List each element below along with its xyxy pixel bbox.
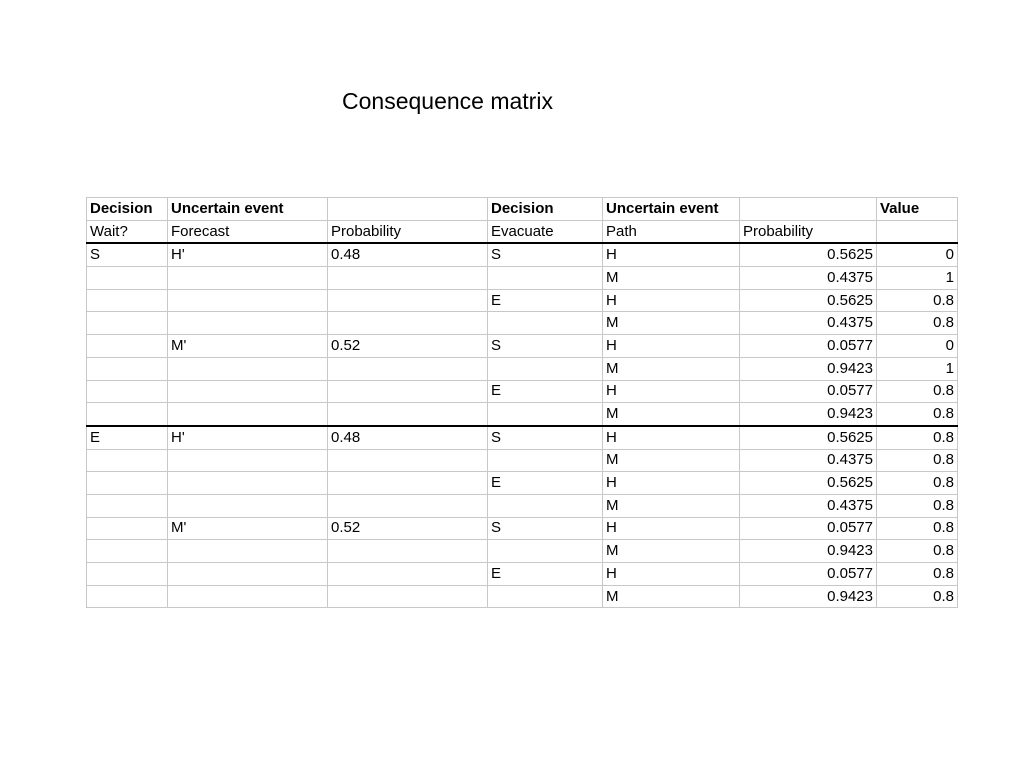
wait-cell bbox=[87, 357, 168, 380]
forecast-probability-cell: 0.52 bbox=[328, 517, 488, 540]
wait-cell bbox=[87, 403, 168, 426]
forecast-probability-cell bbox=[328, 403, 488, 426]
path-probability-cell: 0.5625 bbox=[740, 426, 877, 449]
path-cell: M bbox=[603, 494, 740, 517]
value-cell: 0.8 bbox=[877, 585, 958, 608]
subheader-cell bbox=[877, 220, 958, 243]
path-probability-cell: 0.0577 bbox=[740, 517, 877, 540]
path-probability-cell: 0.4375 bbox=[740, 494, 877, 517]
evacuate-cell bbox=[488, 267, 603, 290]
value-cell: 0.8 bbox=[877, 289, 958, 312]
forecast-probability-cell bbox=[328, 585, 488, 608]
header-cell: Value bbox=[877, 198, 958, 221]
path-cell: H bbox=[603, 563, 740, 586]
evacuate-cell bbox=[488, 312, 603, 335]
page-title: Consequence matrix bbox=[342, 88, 553, 114]
evacuate-cell: E bbox=[488, 380, 603, 403]
forecast-cell bbox=[168, 289, 328, 312]
wait-cell bbox=[87, 335, 168, 358]
header-cell: Uncertain event bbox=[603, 198, 740, 221]
path-cell: M bbox=[603, 449, 740, 472]
table-row bbox=[87, 585, 958, 608]
forecast-probability-cell bbox=[328, 494, 488, 517]
header-cell bbox=[740, 198, 877, 221]
forecast-probability-cell bbox=[328, 472, 488, 495]
path-cell: M bbox=[603, 585, 740, 608]
path-cell: H bbox=[603, 289, 740, 312]
forecast-probability-cell bbox=[328, 449, 488, 472]
subheader-cell: Path bbox=[603, 220, 740, 243]
path-probability-cell: 0.9423 bbox=[740, 585, 877, 608]
value-cell: 0.8 bbox=[877, 403, 958, 426]
header-cell: Uncertain event bbox=[168, 198, 328, 221]
path-probability-cell: 0.5625 bbox=[740, 243, 877, 266]
forecast-cell bbox=[168, 267, 328, 290]
path-cell: H bbox=[603, 517, 740, 540]
evacuate-cell: E bbox=[488, 289, 603, 312]
wait-cell bbox=[87, 312, 168, 335]
evacuate-cell: S bbox=[488, 517, 603, 540]
table-row bbox=[87, 357, 958, 380]
wait-cell: S bbox=[87, 243, 168, 266]
table-row bbox=[87, 267, 958, 290]
path-probability-cell: 0.0577 bbox=[740, 380, 877, 403]
evacuate-cell bbox=[488, 403, 603, 426]
value-cell: 0.8 bbox=[877, 540, 958, 563]
forecast-cell bbox=[168, 472, 328, 495]
header-cell: Decision bbox=[87, 198, 168, 221]
table-row bbox=[87, 563, 958, 586]
path-cell: H bbox=[603, 426, 740, 449]
table-row bbox=[87, 380, 958, 403]
wait-cell: E bbox=[87, 426, 168, 449]
value-cell: 0.8 bbox=[877, 426, 958, 449]
subheader-cell: Probability bbox=[328, 220, 488, 243]
forecast-cell bbox=[168, 540, 328, 563]
path-probability-cell: 0.5625 bbox=[740, 472, 877, 495]
evacuate-cell: S bbox=[488, 335, 603, 358]
wait-cell bbox=[87, 267, 168, 290]
forecast-probability-cell bbox=[328, 540, 488, 563]
wait-cell bbox=[87, 472, 168, 495]
path-probability-cell: 0.4375 bbox=[740, 312, 877, 335]
path-cell: H bbox=[603, 335, 740, 358]
path-probability-cell: 0.5625 bbox=[740, 289, 877, 312]
path-cell: M bbox=[603, 267, 740, 290]
wait-cell bbox=[87, 494, 168, 517]
path-probability-cell: 0.4375 bbox=[740, 267, 877, 290]
value-cell: 0.8 bbox=[877, 449, 958, 472]
value-cell: 0.8 bbox=[877, 380, 958, 403]
header-row-primary bbox=[87, 198, 958, 221]
header-row-secondary bbox=[87, 220, 958, 243]
value-cell: 0.8 bbox=[877, 494, 958, 517]
forecast-probability-cell bbox=[328, 312, 488, 335]
path-probability-cell: 0.0577 bbox=[740, 335, 877, 358]
value-cell: 1 bbox=[877, 267, 958, 290]
table-row bbox=[87, 449, 958, 472]
value-cell: 0.8 bbox=[877, 563, 958, 586]
forecast-cell bbox=[168, 380, 328, 403]
forecast-cell bbox=[168, 563, 328, 586]
wait-cell bbox=[87, 540, 168, 563]
evacuate-cell bbox=[488, 357, 603, 380]
value-cell: 0 bbox=[877, 243, 958, 266]
table-row bbox=[87, 289, 958, 312]
evacuate-cell: S bbox=[488, 426, 603, 449]
table-row bbox=[87, 494, 958, 517]
forecast-cell: M' bbox=[168, 335, 328, 358]
forecast-probability-cell bbox=[328, 289, 488, 312]
forecast-cell: H' bbox=[168, 426, 328, 449]
table-row bbox=[87, 312, 958, 335]
header-cell bbox=[328, 198, 488, 221]
path-cell: M bbox=[603, 540, 740, 563]
subheader-cell: Evacuate bbox=[488, 220, 603, 243]
forecast-probability-cell bbox=[328, 380, 488, 403]
evacuate-cell bbox=[488, 540, 603, 563]
value-cell: 0 bbox=[877, 335, 958, 358]
forecast-cell bbox=[168, 494, 328, 517]
path-cell: M bbox=[603, 403, 740, 426]
table-row bbox=[87, 540, 958, 563]
table-row bbox=[87, 243, 958, 266]
evacuate-cell bbox=[488, 449, 603, 472]
table-row bbox=[87, 426, 958, 449]
value-cell: 1 bbox=[877, 357, 958, 380]
value-cell: 0.8 bbox=[877, 312, 958, 335]
wait-cell bbox=[87, 585, 168, 608]
wait-cell bbox=[87, 517, 168, 540]
path-probability-cell: 0.4375 bbox=[740, 449, 877, 472]
path-cell: H bbox=[603, 380, 740, 403]
value-cell: 0.8 bbox=[877, 472, 958, 495]
table-row bbox=[87, 335, 958, 358]
path-cell: H bbox=[603, 243, 740, 266]
forecast-cell bbox=[168, 449, 328, 472]
header-cell: Decision bbox=[488, 198, 603, 221]
path-probability-cell: 0.0577 bbox=[740, 563, 877, 586]
forecast-probability-cell bbox=[328, 563, 488, 586]
evacuate-cell bbox=[488, 494, 603, 517]
evacuate-cell bbox=[488, 585, 603, 608]
forecast-cell bbox=[168, 312, 328, 335]
wait-cell bbox=[87, 449, 168, 472]
path-probability-cell: 0.9423 bbox=[740, 357, 877, 380]
path-cell: M bbox=[603, 357, 740, 380]
evacuate-cell: E bbox=[488, 472, 603, 495]
subheader-cell: Wait? bbox=[87, 220, 168, 243]
table-row bbox=[87, 472, 958, 495]
path-probability-cell: 0.9423 bbox=[740, 403, 877, 426]
subheader-cell: Probability bbox=[740, 220, 877, 243]
wait-cell bbox=[87, 289, 168, 312]
consequence-matrix-table bbox=[86, 197, 958, 608]
forecast-cell: H' bbox=[168, 243, 328, 266]
forecast-cell bbox=[168, 357, 328, 380]
forecast-probability-cell: 0.48 bbox=[328, 243, 488, 266]
path-probability-cell: 0.9423 bbox=[740, 540, 877, 563]
evacuate-cell: E bbox=[488, 563, 603, 586]
value-cell: 0.8 bbox=[877, 517, 958, 540]
forecast-cell bbox=[168, 403, 328, 426]
subheader-cell: Forecast bbox=[168, 220, 328, 243]
table-row bbox=[87, 517, 958, 540]
path-cell: H bbox=[603, 472, 740, 495]
wait-cell bbox=[87, 380, 168, 403]
forecast-probability-cell: 0.52 bbox=[328, 335, 488, 358]
forecast-probability-cell bbox=[328, 357, 488, 380]
forecast-probability-cell: 0.48 bbox=[328, 426, 488, 449]
table-row bbox=[87, 403, 958, 426]
forecast-cell: M' bbox=[168, 517, 328, 540]
path-cell: M bbox=[603, 312, 740, 335]
forecast-cell bbox=[168, 585, 328, 608]
wait-cell bbox=[87, 563, 168, 586]
evacuate-cell: S bbox=[488, 243, 603, 266]
forecast-probability-cell bbox=[328, 267, 488, 290]
